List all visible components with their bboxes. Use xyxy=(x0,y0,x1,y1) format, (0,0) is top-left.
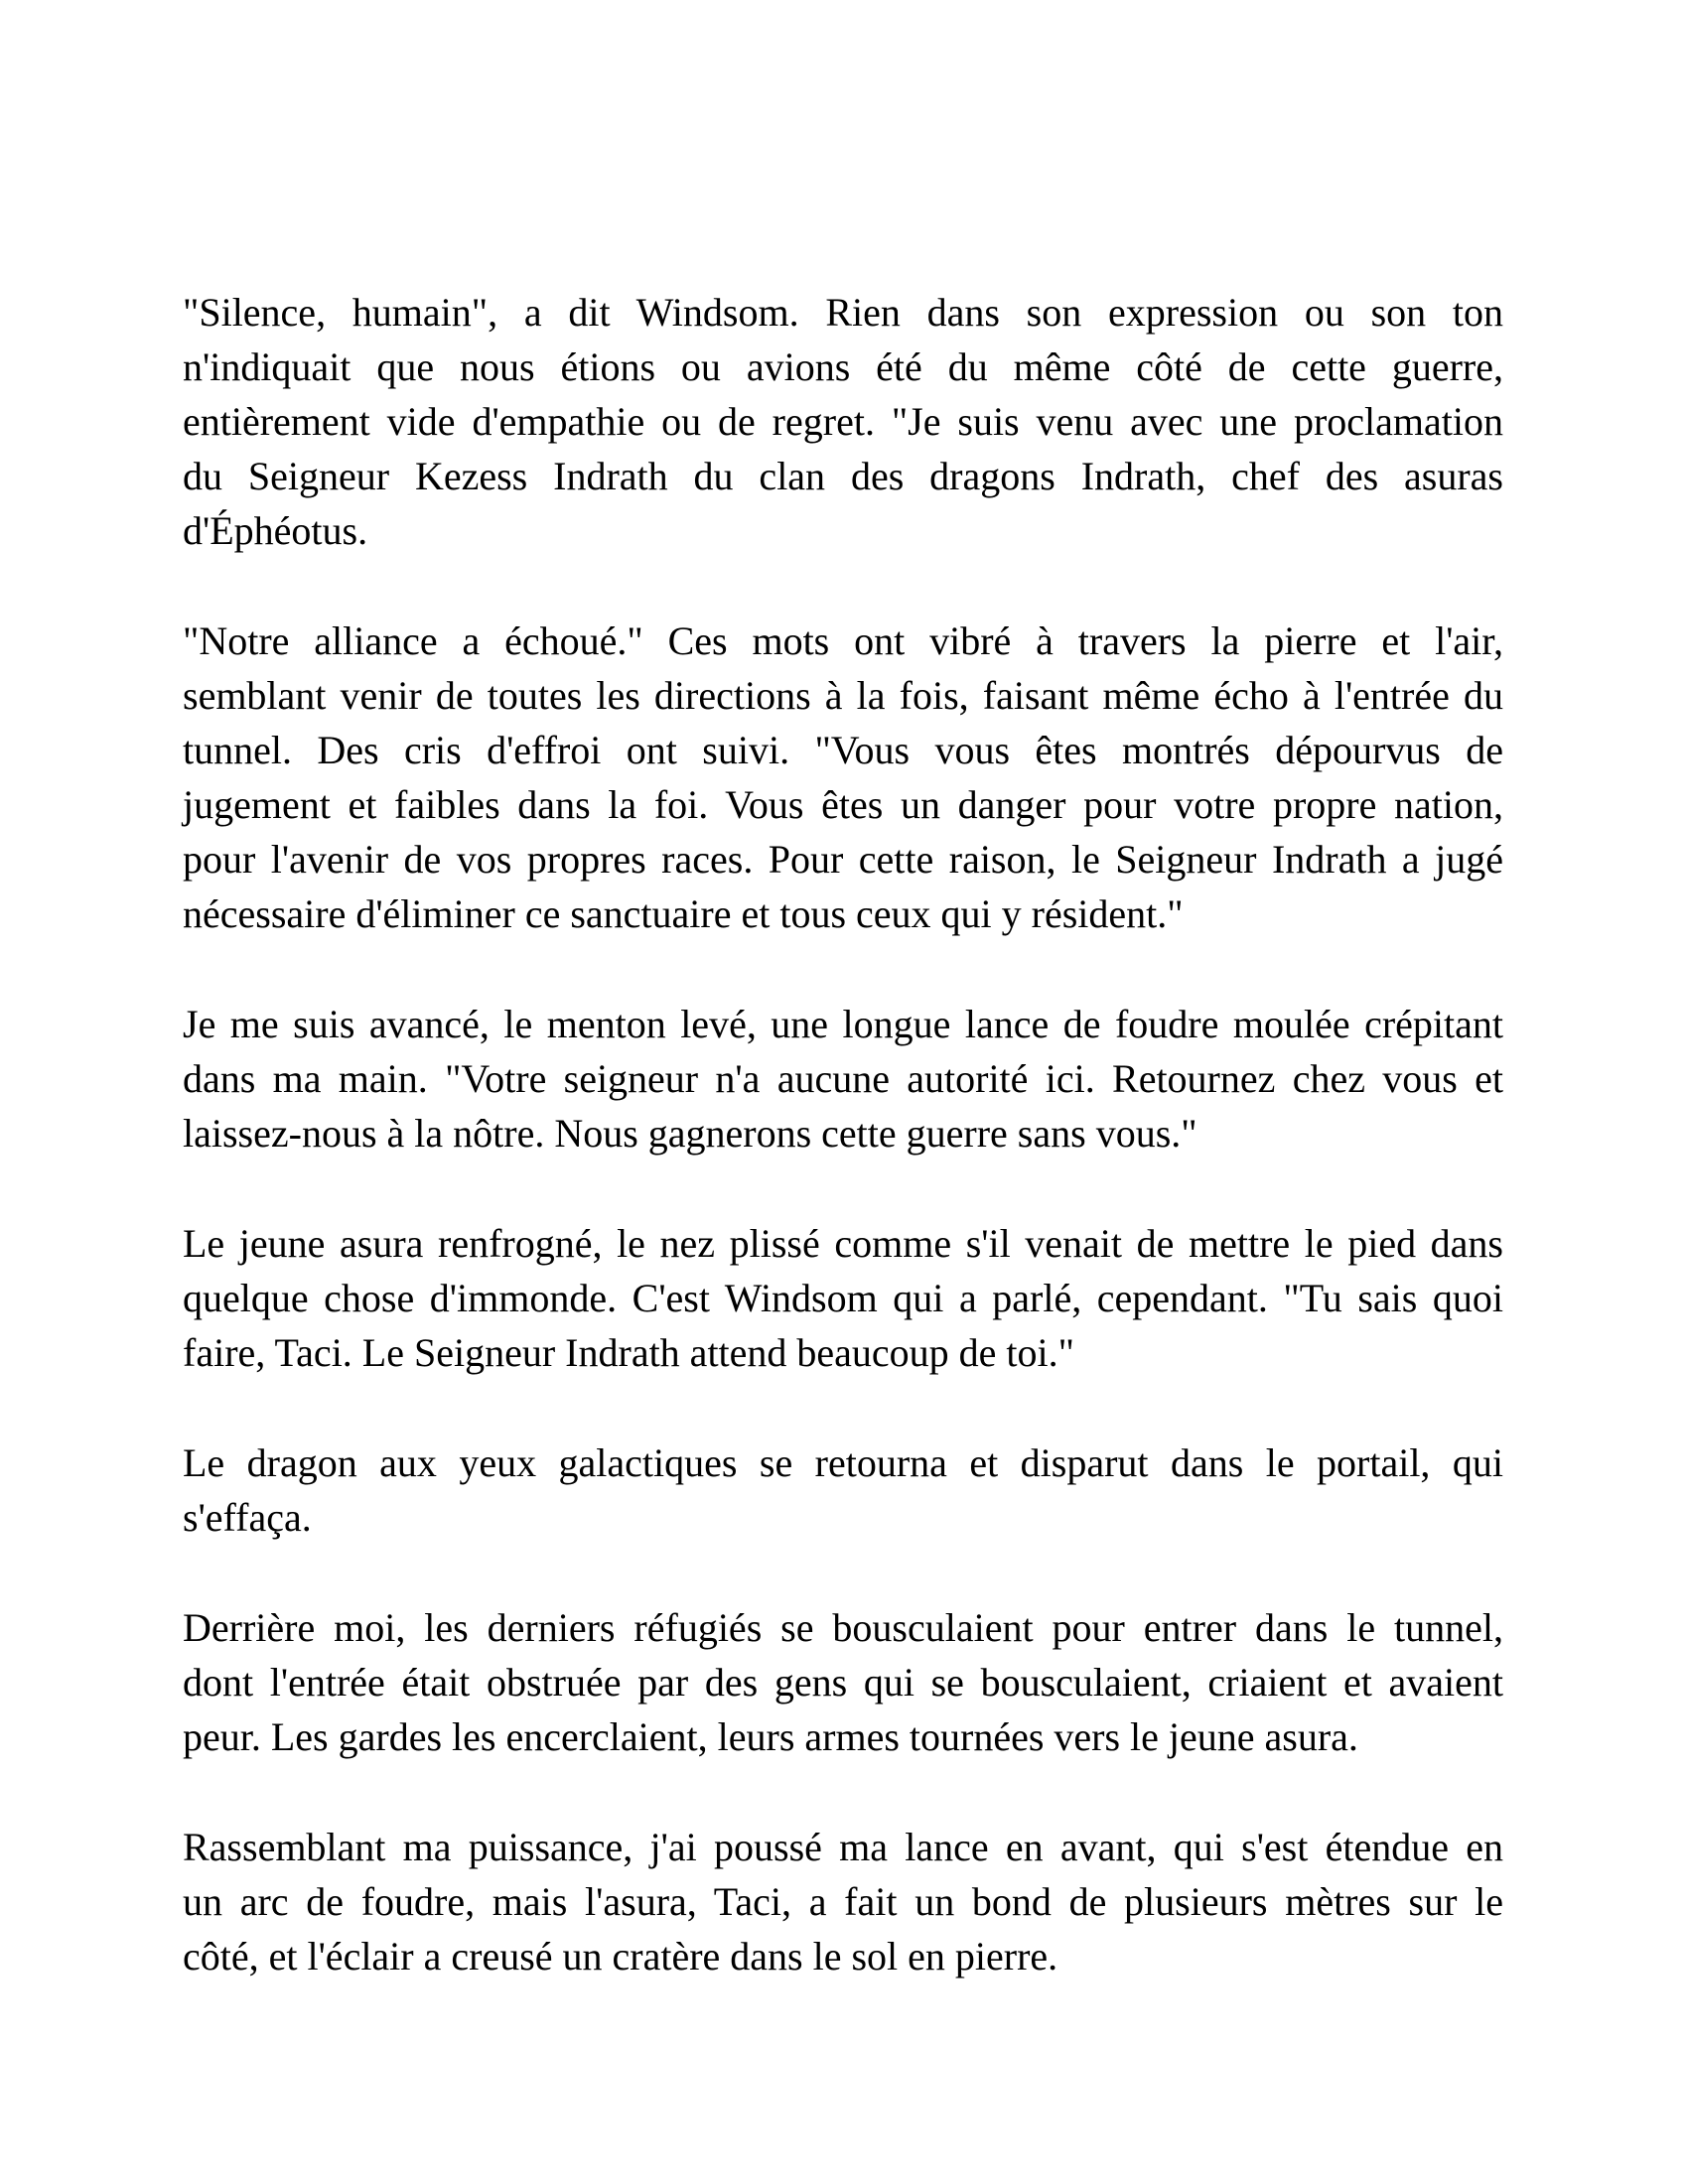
text-line: entièrement vide d'empathie ou de regret. "Je suis venu avec une proclamation xyxy=(183,399,1503,444)
text-line: semblant venir de toutes les directions à la fois, faisant même écho à l'entrée du xyxy=(183,673,1503,718)
paragraph-6 xyxy=(183,1600,1503,1764)
text-line: côté, et l'éclair a creusé un cratère dans le sol en pierre. xyxy=(183,1934,1058,1979)
text-line: peur. Les gardes les encerclaient, leurs armes tournées vers le jeune asura. xyxy=(183,1714,1358,1759)
text-line: du Seigneur Kezess Indrath du clan des dragons Indrath, chef des asuras xyxy=(183,454,1503,498)
text-line: dans ma main. "Votre seigneur n'a aucune autorité ici. Retournez chez vous et xyxy=(183,1056,1503,1101)
paragraph-3 xyxy=(183,997,1503,1160)
text-line: quelque chose d'immonde. C'est Windsom qui a parlé, cependant. "Tu sais quoi xyxy=(183,1276,1503,1320)
text-line: dont l'entrée était obstruée par des gens qui se bousculaient, criaient et avaient xyxy=(183,1660,1503,1705)
text-line: pour l'avenir de vos propres races. Pour cette raison, le Seigneur Indrath a jugé xyxy=(183,837,1503,882)
text-line: laissez-nous à la nôtre. Nous gagnerons cette guerre sans vous." xyxy=(183,1111,1197,1156)
text-line: nécessaire d'éliminer ce sanctuaire et tous ceux qui y résident." xyxy=(183,891,1184,936)
text-line: Rassemblant ma puissance, j'ai poussé ma lance en avant, qui s'est étendue en xyxy=(183,1825,1503,1869)
text-line: "Notre alliance a échoué." Ces mots ont vibré à travers la pierre et l'air, xyxy=(183,618,1503,663)
text-line: un arc de foudre, mais l'asura, Taci, a fait un bond de plusieurs mètres sur le xyxy=(183,1879,1503,1924)
paragraph-2 xyxy=(183,614,1503,941)
text-line: s'effaça. xyxy=(183,1495,312,1540)
text-line: "Silence, humain", a dit Windsom. Rien dans son expression ou son ton xyxy=(183,290,1503,335)
paragraph-5 xyxy=(183,1435,1503,1545)
text-line: Je me suis avancé, le menton levé, une longue lance de foudre moulée crépitant xyxy=(183,1002,1503,1046)
paragraph-4 xyxy=(183,1216,1503,1380)
text-line: Le jeune asura renfrogné, le nez plissé comme s'il venait de mettre le pied dans xyxy=(183,1221,1503,1266)
text-line: Derrière moi, les derniers réfugiés se bousculaient pour entrer dans le tunnel, xyxy=(183,1605,1503,1650)
text-line: n'indiquait que nous étions ou avions été du même côté de cette guerre, xyxy=(183,344,1503,389)
paragraph-7 xyxy=(183,1820,1503,1983)
text-line: d'Éphéotus. xyxy=(183,508,368,553)
document-text-body xyxy=(183,285,1503,2039)
text-line: jugement et faibles dans la foi. Vous êtes un danger pour votre propre nation, xyxy=(183,782,1503,827)
text-line: tunnel. Des cris d'effroi ont suivi. "Vous vous êtes montrés dépourvus de xyxy=(183,728,1503,772)
text-line: faire, Taci. Le Seigneur Indrath attend beaucoup de toi." xyxy=(183,1330,1074,1375)
paragraph-1 xyxy=(183,285,1503,558)
text-line: Le dragon aux yeux galactiques se retourna et disparut dans le portail, qui xyxy=(183,1440,1503,1485)
